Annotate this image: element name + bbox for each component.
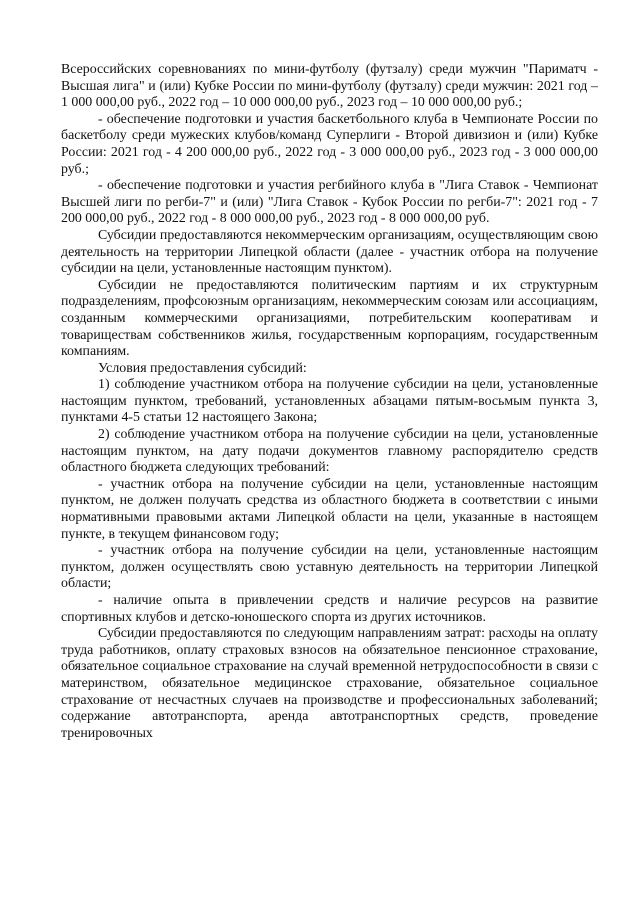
- paragraph-subsidy-recipients: Субсидии предоставляются некоммерческим организациям, осуществляющим свою деятельность на территории Липецкой области (далее - участник отбора на получение субсидии на цели, установленные настоящим пунктом).: [61, 227, 598, 277]
- paragraph-requirement-experience: - наличие опыта в привлечении средств и наличие ресурсов на развитие спортивных клубов и детско-юношеского спорта из других источников.: [61, 593, 598, 625]
- paragraph-expense-directions: Субсидии предоставляются по следующим направлениям затрат: расходы на оплату труда работников, оплату страховых взносов на обязательное пенсионное страхование, обязательное социальное страхование на случай временной нетрудоспособности в связи с материнством, обязательное медицинское страхование, обязательное социальное страхование от несчастных случаев на производстве и профессиональных заболеваний; содержание автотранспорта, аренда автотранспортных средств, проведение тренировочных: [61, 626, 598, 741]
- paragraph-requirement-no-other-funds: - участник отбора на получение субсидии на цели, установленные настоящим пунктом, не должен получать средства из областного бюджета в соответствии с иными нормативными правовыми актами Липецкой области на цели, указанные в настоящем пункте, в текущем финансовом году;: [61, 476, 598, 542]
- paragraph-condition-2: 2) соблюдение участником отбора на получение субсидии на цели, установленные настоящим пунктом, на дату подачи документов главному распорядителю средств областного бюджета следующих требований:: [61, 427, 598, 476]
- paragraph-rugby-club: - обеспечение подготовки и участия регбийного клуба в "Лига Ставок - Чемпионат Высшей лиги по регби-7" и (или) "Лига Ставок - Кубок России по регби-7": 2021 год - 7 200 000,00 руб., 2022 год - 8 000 000,00 руб., 2023 год - 8 000 000,00 руб.: [61, 178, 598, 227]
- paragraph-subsidy-exclusions: Субсидии не предоставляются политическим партиям и их структурным подразделениям, профсоюзным организациям, некоммерческим союзам или ассоциациям, созданным коммерческими организациями, потребительским кооперативам и товариществам собственников жилья, государственным корпорациям, государственным компаниям.: [61, 277, 598, 360]
- paragraph-conditions-heading: Условия предоставления субсидий:: [98, 360, 307, 376]
- paragraph-futsal-continuation: Всероссийских соревнованиях по мини-футболу (футзалу) среди мужчин "Париматч - Высшая лига" и (или) Кубке России по мини-футболу (футзалу) среди мужчин: 2021 год – 1 000 000,00 руб., 2022 год – 10 000 000,00 руб., 2023 год – 10 000 000,00 руб.;: [61, 62, 598, 111]
- paragraph-condition-1: 1) соблюдение участником отбора на получение субсидии на цели, установленные настоящим пунктом, требований, установленных абзацами пятым-восьмым пункта 3, пунктами 4-5 статьи 12 настоящего Закона;: [61, 377, 598, 426]
- document-page: [61, 62, 598, 742]
- paragraph-basketball-club: - обеспечение подготовки и участия баскетбольного клуба в Чемпионате России по баскетболу среди мужеских клубов/команд Суперлиги - Второй дивизион и (или) Кубке России: 2021 год - 4 200 000,00 руб., 2022 год - 3 000 000,00 руб., 2023 год - 3 000 000,00 руб.;: [61, 111, 598, 177]
- paragraph-requirement-activity-region: - участник отбора на получение субсидии на цели, установленные настоящим пунктом, должен осуществлять свою уставную деятельность на территории Липецкой области;: [61, 543, 598, 592]
